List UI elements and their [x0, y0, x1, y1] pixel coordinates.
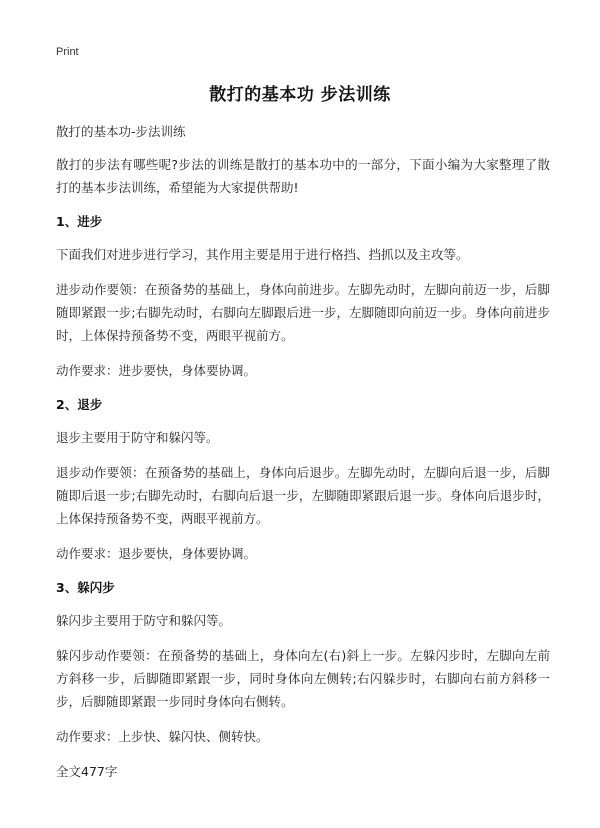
section-heading: 1、进步 [56, 214, 103, 229]
section-paragraph: 躲闪步主要用于防守和躲闪等。 [56, 613, 232, 628]
article-subtitle: 散打的基本功-步法训练 [56, 124, 186, 139]
page-title: 散打的基本功 步法训练 [209, 85, 391, 105]
section-paragraph: 动作要求：退步要快，身体要协调。 [56, 546, 257, 561]
section-dodge-step [56, 577, 550, 748]
print-label[interactable]: Print [56, 46, 79, 58]
section-paragraph: 躲闪步动作要领：在预备势的基础上，身体向左(右)斜上一步。左躲闪步时，左脚向左前方斜移一步，后脚随即紧跟一步，同时身体向左侧转;右闪躲步时，右脚向右前方斜移一步，后脚随即紧跟一步同时身体向右侧转。 [56, 648, 550, 709]
section-paragraph: 动作要求：上步快、躲闪快、侧转快。 [56, 729, 269, 744]
intro-paragraph: 散打的步法有哪些呢?步法的训练是散打的基本功中的一部分，下面小编为大家整理了散打的基本步法训练，希望能为大家提供帮助! [56, 157, 550, 195]
word-count: 全文477字 [56, 764, 118, 779]
section-paragraph: 动作要求：进步要快，身体要协调。 [56, 363, 257, 378]
section-paragraph: 退步动作要领：在预备势的基础上，身体向后退步。左脚先动时，左脚向后退一步，后脚随即后退一步;右脚先动时，右脚向后退一步，左脚随即紧跟后退一步。身体向后退步时，上体保持预备势不变，两眼平视前方。 [56, 465, 550, 526]
section-advance-step [56, 211, 550, 382]
section-heading: 3、躲闪步 [56, 580, 115, 595]
section-heading: 2、退步 [56, 397, 103, 412]
section-retreat-step [56, 394, 550, 565]
section-paragraph: 退步主要用于防守和躲闪等。 [56, 430, 219, 445]
section-paragraph: 下面我们对进步进行学习，其作用主要是用于进行格挡、挡抓以及主攻等。 [56, 247, 469, 262]
section-paragraph: 进步动作要领：在预备势的基础上，身体向前进步。左脚先动时，左脚向前迈一步，后脚随即紧跟一步;右脚先动时，右脚向左脚跟后进一步，左脚随即向前迈一步。身体向前进步时，上体保持预备势不变，两眼平视前方。 [56, 282, 550, 343]
article-body [56, 120, 550, 795]
